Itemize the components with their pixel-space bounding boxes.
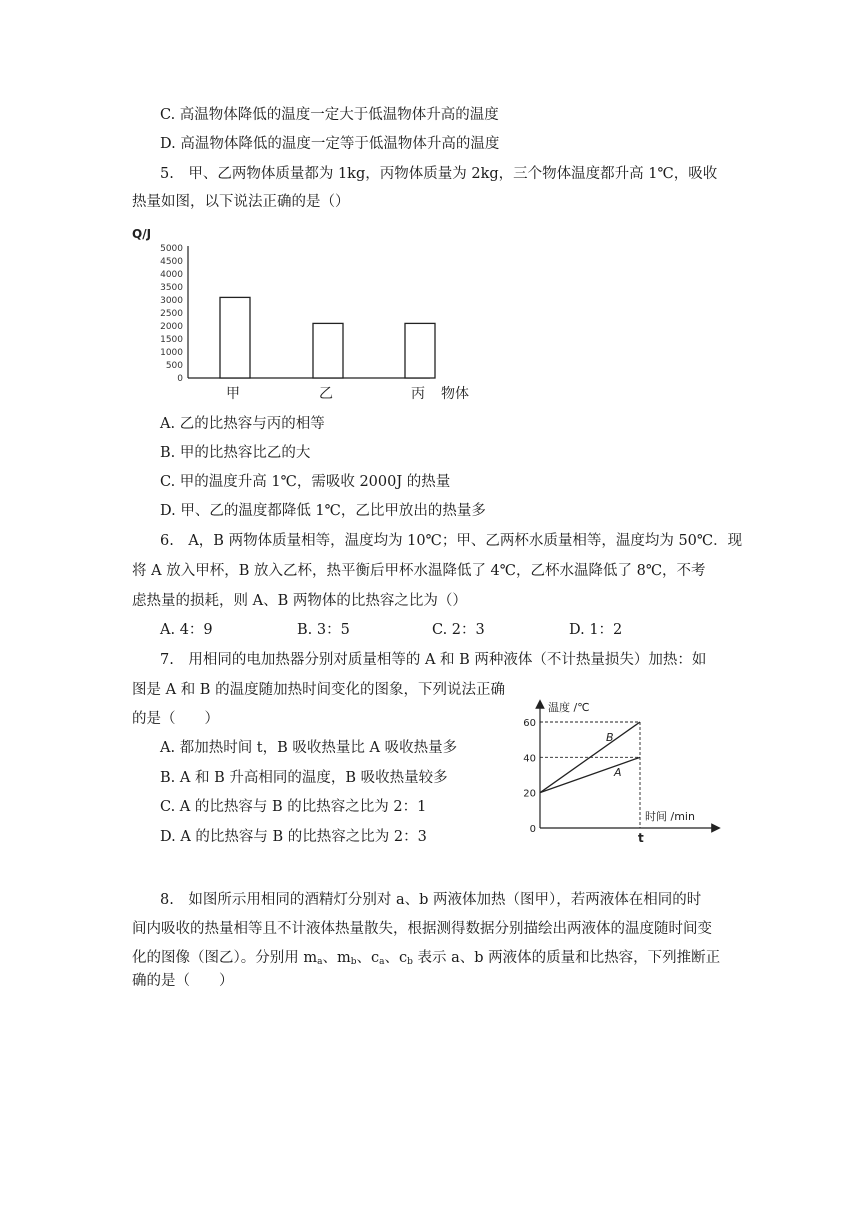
bar-chart-ytick-4000: 4000 <box>160 270 183 280</box>
bar-chart-category-乙: 乙 <box>319 386 333 402</box>
bar-chart-category-甲: 甲 <box>226 386 240 402</box>
q8-text-c: 、c <box>356 950 380 966</box>
q8-sub-cb: b <box>407 957 413 967</box>
q8-text-b: 、m <box>322 950 351 966</box>
q5-option-c: C. 甲的温度升高 1℃，需吸收 2000J 的热量 <box>160 474 451 490</box>
q8-sub-ca: a <box>379 957 385 967</box>
q5-stem-line2: 热量如图，以下说法正确的是（） <box>132 194 350 210</box>
line-chart-xlabel: 时间 /min <box>645 810 695 823</box>
q6-option-a: A. 4：9 <box>160 622 213 638</box>
q6-option-d: D. 1：2 <box>569 622 623 638</box>
q7-option-a: A. 都加热时间 t，B 吸收热量比 A 吸收热量多 <box>160 740 458 756</box>
line-chart-ylabel: 温度 /℃ <box>548 701 590 714</box>
bar-甲 <box>220 297 250 378</box>
q7-option-d: D. A 的比热容与 B 的比热容之比为 2：3 <box>160 829 427 845</box>
q5-option-a: A. 乙的比热容与丙的相等 <box>160 416 325 432</box>
series-label-A: A <box>614 766 622 779</box>
bar-chart-ytick-0: 0 <box>177 374 183 384</box>
bar-chart-ylabel: Q/J <box>132 227 152 241</box>
q6-options <box>0 620 860 640</box>
bar-丙 <box>405 323 435 378</box>
bar-chart-ytick-500: 500 <box>165 361 183 371</box>
line-chart-ytick-0: 0 <box>529 824 536 835</box>
line-chart-ytick-60: 60 <box>523 718 536 729</box>
series-label-B: B <box>606 731 614 744</box>
line-chart-temperature <box>510 696 730 844</box>
q7-stem-line3: 的是（ ） <box>132 711 219 727</box>
q4-option-d: D. 高温物体降低的温度一定等于低温物体升高的温度 <box>160 136 500 152</box>
q8-text-a: 化的图像（图乙）。分别用 m <box>132 950 318 966</box>
bar-chart-category-丙: 丙 <box>411 386 425 402</box>
bar-chart-xlabel: 物体 <box>441 386 469 402</box>
q8-sub-ma: a <box>317 957 323 967</box>
q8-text-e: 表示 a、b 两液体的质量和比热容，下列推断正 <box>412 950 721 966</box>
line-chart-ytick-20: 20 <box>523 788 536 800</box>
bar-chart-ytick-3500: 3500 <box>160 283 183 293</box>
q6-stem-line2: 将 A 放入甲杯，B 放入乙杯，热平衡后甲杯水温降低了 4℃，乙杯水温降低了 8℃，不考 <box>132 563 706 579</box>
bar-chart-heat <box>130 222 490 406</box>
bar-chart-ytick-2000: 2000 <box>160 322 183 332</box>
q6-stem-line1: 6. A，B 两物体质量相等，温度均为 10℃；甲、乙两杯水质量相等，温度均为 50℃．现 <box>160 533 743 549</box>
line-chart-x-tick-t: t <box>638 831 644 844</box>
q5-option-d: D. 甲、乙的温度都降低 1℃，乙比甲放出的热量多 <box>160 503 486 519</box>
q8-stem-line1: 8. 如图所示用相同的酒精灯分别对 a、b 两液体加热（图甲），若两液体在相同的时 <box>160 892 702 908</box>
q6-stem-line3: 虑热量的损耗，则 A、B 两物体的比热容之比为（） <box>132 593 467 609</box>
line-chart-ytick-40: 40 <box>523 753 536 765</box>
q5-option-b: B. 甲的比热容比乙的大 <box>160 445 311 461</box>
bar-chart-ytick-1500: 1500 <box>160 335 183 345</box>
bar-chart-ytick-3000: 3000 <box>160 296 183 306</box>
q8-stem-line4: 确的是（ ） <box>132 973 234 989</box>
series-line-A <box>540 757 640 792</box>
bar-chart-ytick-2500: 2500 <box>160 309 183 319</box>
q8-stem-line2: 间内吸收的热量相等且不计液体热量散失，根据测得数据分别描绘出两液体的温度随时间变 <box>132 921 712 937</box>
q7-option-b: B. A 和 B 升高相同的温度，B 吸收热量较多 <box>160 770 448 786</box>
q6-option-c: C. 2：3 <box>432 622 485 638</box>
bar-chart-ytick-4500: 4500 <box>160 257 183 267</box>
q8-sub-mb: b <box>350 957 357 967</box>
bar-chart-ytick-1000: 1000 <box>160 348 183 358</box>
q8-stem-line3 <box>132 948 720 972</box>
q8-text-d: 、c <box>384 950 408 966</box>
q6-option-b: B. 3：5 <box>297 622 350 638</box>
q7-stem-line1: 7. 用相同的电加热器分别对质量相等的 A 和 B 两种液体（不计热量损失）加热：如 <box>160 652 707 668</box>
q4-option-c: C. 高温物体降低的温度一定大于低温物体升高的温度 <box>160 107 499 123</box>
q5-stem-line1: 5. 甲、乙两物体质量都为 1kg，丙物体质量为 2kg，三个物体温度都升高 1℃，吸收 <box>160 166 718 182</box>
bar-乙 <box>313 323 343 378</box>
bar-chart-ytick-5000: 5000 <box>160 244 183 254</box>
q7-stem-line2: 图是 A 和 B 的温度随加热时间变化的图象，下列说法正确 <box>132 682 506 698</box>
q7-option-c: C. A 的比热容与 B 的比热容之比为 2：1 <box>160 799 427 815</box>
